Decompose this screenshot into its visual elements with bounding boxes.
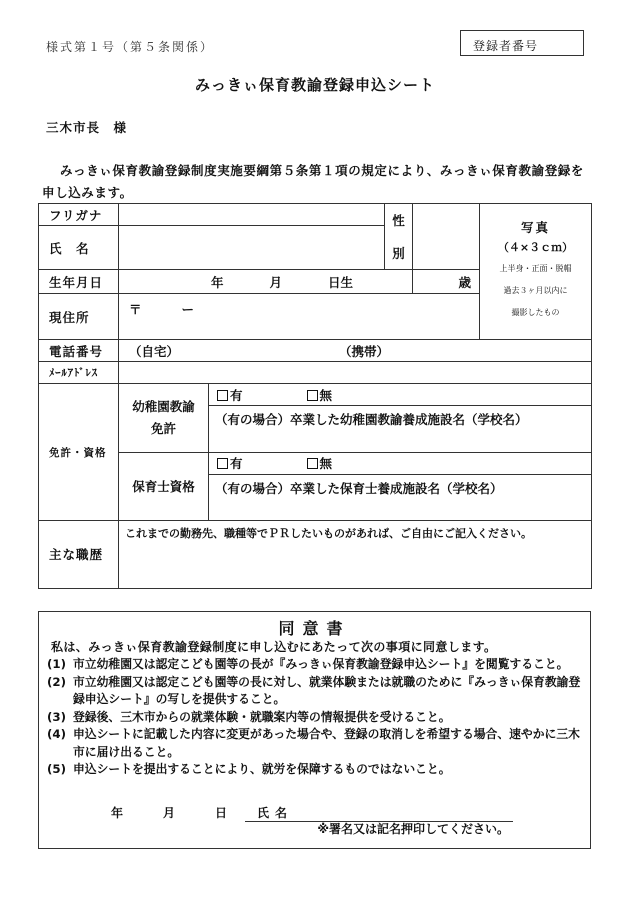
kindergarten-school-field[interactable] [209,406,592,452]
signature-note: ※署名又は記名押印してください。 [317,822,509,836]
photo-note-3: 撮影したもの [511,308,560,317]
furigana-field[interactable] [119,204,385,226]
gender-label: 性 別 [385,204,413,270]
career-note: これまでの勤務先、職種等でＰＲしたいものがあれば、ご自由にご記入ください。 [125,526,532,540]
list-item: (5) 申込シートを提出することにより、就労を保障するものではないこと。 [47,762,451,776]
postal-dash: ー [181,302,195,318]
nursery-school-note: （有の場合）卒業した保育士養成施設名（学校名） [215,480,503,496]
photo-title: 写真 [520,220,550,235]
addressee: 三木市長 様 [46,120,128,135]
signature-date[interactable]: 年 月 日 [111,806,229,820]
phone-mobile-label: （携帯） [339,343,390,359]
address-label: 現住所 [39,294,119,340]
kindergarten-no-checkbox[interactable] [307,390,318,401]
kindergarten-yes-checkbox[interactable] [217,390,228,401]
page-title: みっきぃ保育教諭登録申込シート [194,76,435,94]
signature-name-label: 氏名 [257,806,294,820]
dob-year: 年 [211,274,224,290]
email-field[interactable] [119,362,592,384]
dob-day: 日生 [328,274,354,290]
nursery-no-checkbox[interactable] [307,458,318,469]
list-item: (1) 市立幼稚園又は認定こども園等の長が『みっきぃ保育教諭登録申込シート』を閲覧すること。 [47,657,569,671]
application-form-table [38,203,592,589]
name-field[interactable] [119,226,385,270]
registration-number-label: 登録者番号 [473,39,539,53]
registration-number-field[interactable] [460,30,584,56]
form-number: 様式第１号（第５条関係） [46,40,215,54]
phone-home-label: （自宅） [129,343,180,359]
kindergarten-school-note: （有の場合）卒業した幼稚園教諭養成施設名（学校名） [215,412,528,428]
kindergarten-no-label: 無 [319,387,333,403]
age-unit: 歳 [458,274,471,290]
career-label: 主な職歴 [39,520,119,588]
dob-field[interactable] [119,270,413,294]
consent-intro: 私は、みっきぃ保育教諭登録制度に申し込むにあたって次の事項に同意します。 [51,640,497,654]
kindergarten-license-label: 幼稚園教諭 免許 [119,384,209,452]
license-label: 免許・資格 [39,384,119,520]
nursery-license-label: 保育士資格 [119,452,209,520]
name-label: 氏 名 [39,226,119,270]
list-item: (4) 申込シートに記載した内容に変更があった場合や、登録の取消しを希望する場合、速やかに三木市に届け出ること。 [47,727,580,759]
age-field[interactable] [413,270,480,294]
photo-note-2: 過去３ヶ月以内に [503,286,568,295]
nursery-no-label: 無 [319,456,333,472]
career-field[interactable] [119,520,592,588]
photo-size: （４×３ｃｍ） [497,241,574,254]
nursery-yes-label: 有 [230,456,243,472]
kindergarten-yes-label: 有 [230,387,243,403]
phone-label: 電話番号 [39,340,119,362]
nursery-school-field[interactable] [209,474,592,520]
list-item: (2) 市立幼稚園又は認定こども園等の長に対し、就業体験または就職のために『みっきぃ保育教諭登録申込シート』の写しを提供すること。 [47,674,581,706]
postal-mark: 〒 [129,302,142,318]
phone-field[interactable] [119,340,592,362]
email-label: ﾒｰﾙｱﾄﾞﾚｽ [39,362,119,384]
nursery-options [209,452,592,474]
gender-field[interactable] [413,204,480,270]
dob-label: 生年月日 [39,270,119,294]
nursery-yes-checkbox[interactable] [217,458,228,469]
furigana-label: フリガナ [39,204,119,226]
consent-list [47,656,587,779]
photo-box[interactable] [480,204,592,340]
consent-title: 同意書 [278,619,351,638]
dob-month: 月 [269,274,283,290]
photo-note-1: 上半身・正面・脱帽 [499,264,572,273]
list-item: (3) 登録後、三木市からの就業体験・就職案内等の情報提供を受けること。 [47,709,451,724]
intro-text: みっきぃ保育教諭登録制度実施要綱第５条第１項の規定により、みっきぃ保育教諭登録を申し込みます。 [42,163,585,200]
consent-box [38,611,591,849]
address-field[interactable] [119,294,480,340]
kindergarten-options [209,384,592,406]
